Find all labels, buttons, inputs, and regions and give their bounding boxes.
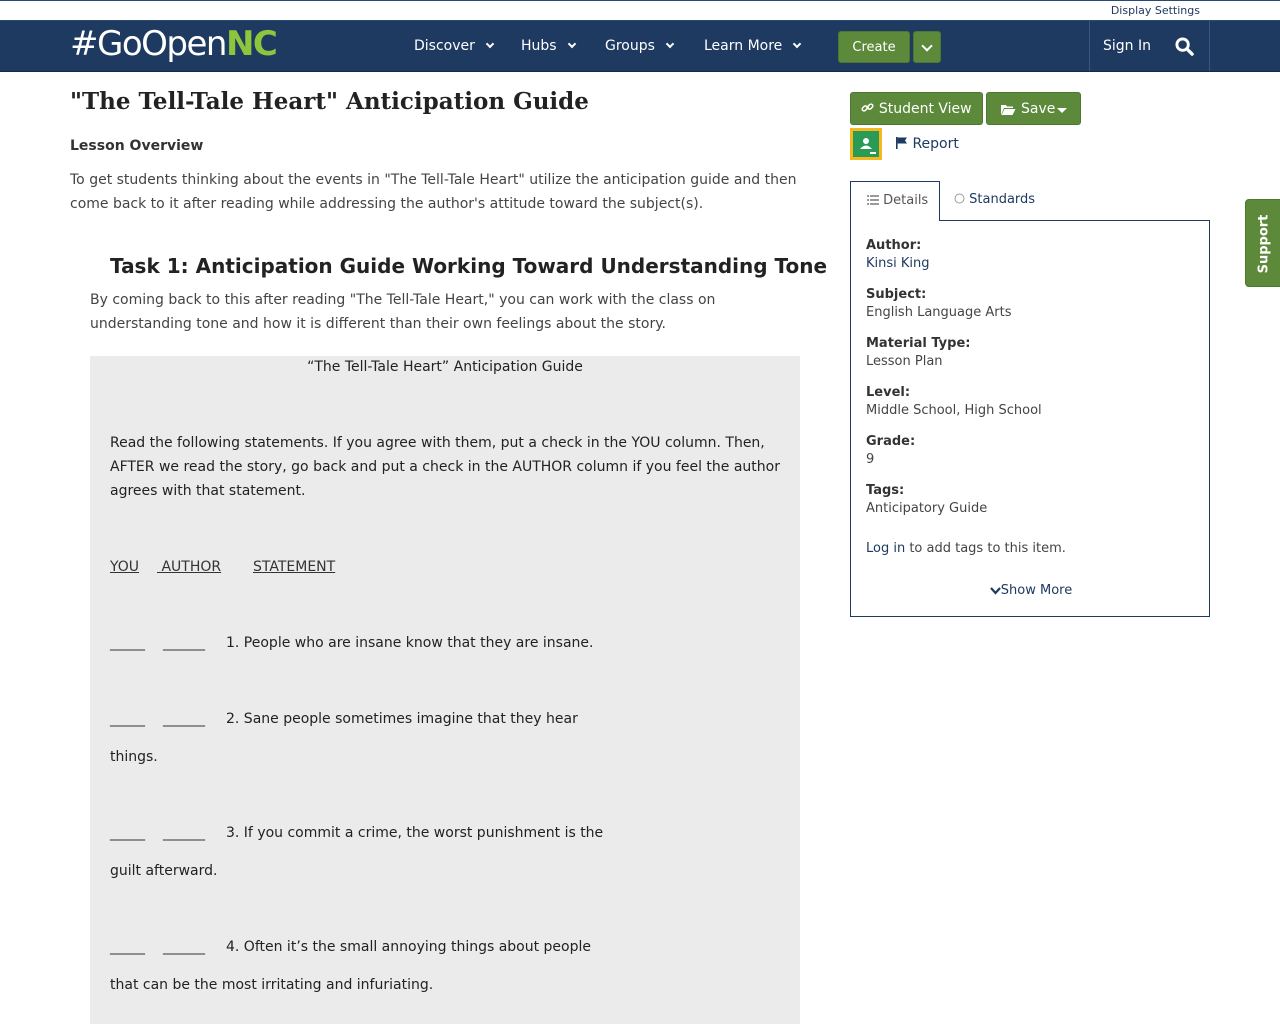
statement-3: 3. If you commit a crime, the worst punishment is the xyxy=(226,825,604,841)
resource-tabs xyxy=(850,181,1210,221)
login-link[interactable]: Log in xyxy=(866,541,906,556)
details-panel xyxy=(850,220,1210,617)
task-description: By coming back to this after reading "The Tell-Tale Heart," you can work with the class on understanding tone and how it is different than their own feelings about the story. xyxy=(90,292,716,332)
column-header-statement: STATEMENT xyxy=(253,559,336,575)
show-more-label: Show More xyxy=(1000,583,1073,598)
folder-open-icon xyxy=(1000,103,1016,116)
blank-you: _____ xyxy=(110,825,145,841)
logo-suffix: NC xyxy=(225,24,277,64)
display-settings-link[interactable]: Display Settings xyxy=(1110,4,1200,17)
statement-2: 2. Sane people sometimes imagine that they hear xyxy=(226,711,578,727)
report-link[interactable] xyxy=(895,136,959,152)
column-header-you: YOU xyxy=(110,559,140,575)
utility-bar xyxy=(0,0,1280,21)
nav-hubs-label: Hubs xyxy=(521,38,557,54)
nav-divider xyxy=(1209,21,1210,71)
nav-groups-label: Groups xyxy=(605,38,655,54)
grade-label: Grade: xyxy=(866,434,916,449)
blank-you: _____ xyxy=(110,711,145,727)
nav-divider xyxy=(1089,21,1090,71)
statement-2-continued: things. xyxy=(110,749,158,765)
search-icon[interactable] xyxy=(1175,37,1194,56)
blank-you: _____ xyxy=(110,635,145,651)
lesson-overview-heading: Lesson Overview xyxy=(70,138,204,154)
classroom-icon xyxy=(853,131,879,157)
tags-value: Anticipatory Guide xyxy=(866,501,988,516)
list-icon xyxy=(867,194,879,205)
blank-author: ______ xyxy=(163,635,205,651)
blank-author: ______ xyxy=(163,711,205,727)
page-title: "The Tell-Tale Heart" Anticipation Guide xyxy=(70,88,589,115)
subject-value: English Language Arts xyxy=(866,305,1012,320)
task-title: Task 1: Anticipation Guide Working Toward Understanding Tone xyxy=(110,254,828,278)
tab-details-label: Details xyxy=(883,193,929,208)
chevron-down-icon xyxy=(921,40,932,51)
column-header-author: AUTHOR xyxy=(157,559,222,575)
statement-1: 1. People who are insane know that they are insane. xyxy=(226,635,594,651)
support-tab[interactable] xyxy=(1245,199,1280,287)
save-button[interactable] xyxy=(986,92,1081,125)
create-dropdown-toggle[interactable] xyxy=(913,31,941,63)
save-label: Save xyxy=(1021,101,1056,117)
statement-4-continued: that can be the most irritating and infuriating. xyxy=(110,977,434,993)
caret-down-icon xyxy=(1057,108,1067,113)
blank-author: ______ xyxy=(163,825,205,841)
nav-groups[interactable] xyxy=(605,21,673,71)
guide-instructions: Read the following statements. If you agree with them, put a check in the YOU column. Then, AFTER we read the story, go back and put a check in the AUTHOR column if you feel the author agrees with that statement. xyxy=(110,435,780,499)
login-rest-text: to add tags to this item. xyxy=(905,541,1066,556)
flag-icon xyxy=(895,136,908,149)
blank-you: _____ xyxy=(110,939,145,955)
chevron-down-icon xyxy=(990,586,1001,595)
chevron-down-icon xyxy=(666,40,674,48)
nav-hubs[interactable] xyxy=(521,21,575,71)
google-classroom-share-button[interactable] xyxy=(850,128,882,160)
author-label: Author: xyxy=(866,238,922,253)
site-logo[interactable] xyxy=(70,24,276,64)
logo-prefix: #GoOpen xyxy=(70,24,226,64)
show-more-button[interactable] xyxy=(851,583,1211,598)
chevron-down-icon xyxy=(793,40,801,48)
lesson-overview-text: To get students thinking about the events in "The Tell-Tale Heart" utilize the anticipation guide and then come back to it after reading while addressing the author's attitude toward the subject(s). xyxy=(70,172,797,212)
chevron-down-icon xyxy=(486,40,494,48)
nav-learn-more[interactable] xyxy=(704,21,800,71)
level-label: Level: xyxy=(866,385,911,400)
circle-icon xyxy=(954,193,965,204)
student-view-button[interactable] xyxy=(850,92,983,125)
student-view-label: Student View xyxy=(878,101,972,117)
tab-standards[interactable] xyxy=(954,181,1035,221)
chevron-down-icon xyxy=(567,40,575,48)
level-value: Middle School, High School xyxy=(866,403,1042,418)
anticipation-guide-box xyxy=(90,356,800,1024)
report-label: Report xyxy=(912,136,959,152)
tags-label: Tags: xyxy=(866,483,905,498)
subject-label: Subject: xyxy=(866,287,927,302)
material-type-value: Lesson Plan xyxy=(866,354,943,369)
statement-4: 4. Often it’s the small annoying things about people xyxy=(226,939,592,955)
material-type-label: Material Type: xyxy=(866,336,971,351)
support-label: Support xyxy=(1256,214,1272,274)
blank-author: ______ xyxy=(163,939,205,955)
tab-details[interactable] xyxy=(850,181,940,221)
create-button[interactable]: Create xyxy=(838,31,910,63)
author-link[interactable]: Kinsi King xyxy=(866,256,930,271)
sign-in-link[interactable]: Sign In xyxy=(1103,38,1151,54)
link-icon xyxy=(861,101,874,114)
grade-value: 9 xyxy=(866,452,875,467)
nav-discover[interactable] xyxy=(414,21,493,71)
main-navbar xyxy=(0,21,1280,72)
tab-standards-label: Standards xyxy=(969,192,1036,207)
nav-learn-more-label: Learn More xyxy=(704,38,783,54)
statement-3-continued: guilt afterward. xyxy=(110,863,218,879)
login-to-tag-line xyxy=(866,541,1066,556)
nav-discover-label: Discover xyxy=(414,38,475,54)
guide-title: “The Tell-Tale Heart” Anticipation Guide xyxy=(307,359,583,375)
